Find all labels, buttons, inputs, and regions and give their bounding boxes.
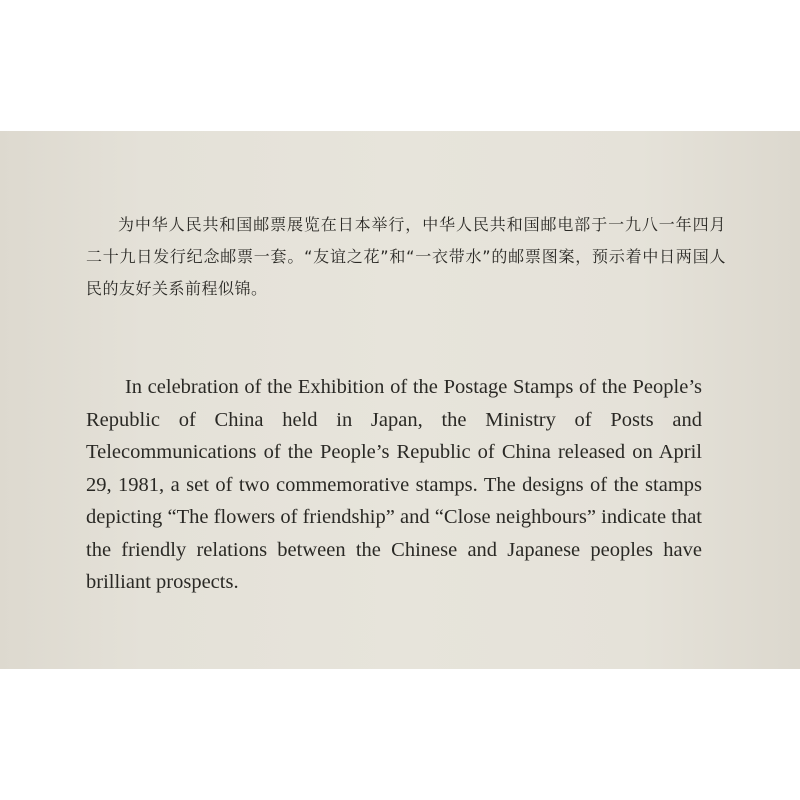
paper-sheet xyxy=(0,131,800,669)
english-paragraph: In celebration of the Exhibition of the Postage Stamps of the People’s Republic of China held in Japan, the Ministry of Posts and Telecommunications of the People’s Republic of China released on April 29, 1981, a set of two commemorative stamps. The designs of the stamps depicting “The flowers of friendship” and “Close neighbours” indicate that the friendly relations between the Chinese and Japanese peoples have brilliant prospects. xyxy=(86,376,702,593)
chinese-text-block xyxy=(86,209,726,305)
english-text-block xyxy=(86,371,702,599)
chinese-paragraph: 为中华人民共和国邮票展览在日本举行，中华人民共和国邮电部于一九八一年四月二十九日发行纪念邮票一套。“友谊之花”和“一衣带水”的邮票图案，预示着中日两国人民的友好关系前程似锦。 xyxy=(86,215,726,298)
